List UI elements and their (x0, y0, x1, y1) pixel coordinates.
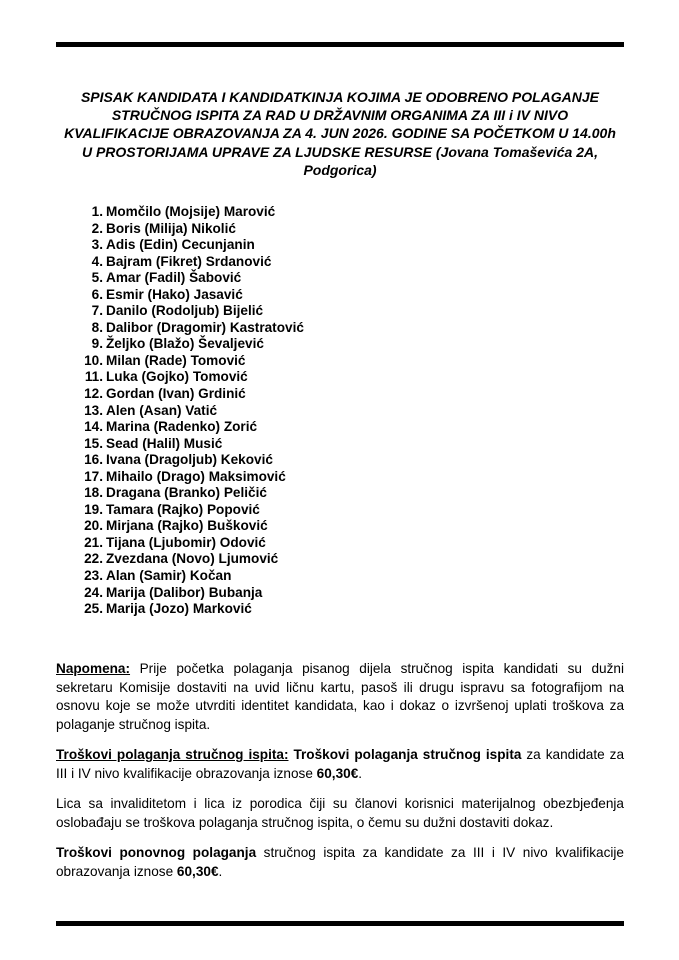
retake-label: Troškovi ponovnog polaganja (56, 845, 257, 860)
bottom-rule (56, 921, 624, 926)
candidate-name: Mihailo (Drago) Maksimović (106, 468, 286, 484)
top-rule (56, 42, 624, 47)
candidate-name: Sead (Halil) Musić (106, 435, 223, 451)
note-paragraph (56, 660, 624, 734)
candidate-item (78, 568, 304, 585)
candidate-number: 7. (91, 303, 103, 319)
candidate-item (78, 204, 304, 221)
candidate-name: Milan (Rade) Tomović (106, 352, 246, 368)
retake-text: stručnog ispita za kandidate za III i IV nivo kvalifikacije obrazovanja iznose (56, 845, 624, 879)
candidate-number: 4. (91, 253, 103, 269)
candidate-name: Dragana (Branko) Peličić (106, 485, 267, 501)
candidate-item (78, 485, 304, 502)
note-text: Prije početka polaganja pisanog dijela stručnog ispita kandidati su dužni sekretaru Komisije dostaviti na uvid ličnu kartu, pasoš ili drugu ispravu sa fotografijom na osnovu koje se može utvrditi identitet kandidata, kao i dokaz o izvršenoj uplati troškova za polaganje stručnog ispita. (56, 661, 624, 732)
candidate-name: Dalibor (Dragomir) Kastratović (106, 319, 304, 335)
costs-text: za kandidate za III i IV nivo kvalifikacije obrazovanja iznose (56, 747, 625, 781)
candidate-number: 22. (84, 551, 103, 567)
candidate-item (78, 270, 304, 287)
candidate-item (78, 303, 304, 320)
candidate-number: 8. (91, 319, 103, 335)
candidate-name: Marija (Jozo) Marković (106, 601, 252, 617)
candidate-item (78, 436, 304, 453)
candidate-number: 13. (84, 402, 103, 418)
candidate-item (78, 535, 304, 552)
candidate-name: Tijana (Ljubomir) Odović (106, 534, 266, 550)
candidate-name: Alan (Samir) Kočan (106, 568, 232, 584)
candidate-number: 23. (84, 568, 103, 584)
candidate-item (78, 353, 304, 370)
candidate-number: 3. (91, 237, 103, 253)
candidate-item (78, 551, 304, 568)
retake-paragraph (56, 844, 624, 881)
candidate-number: 6. (91, 286, 103, 302)
exempt-paragraph: Lica sa invaliditetom i lica iz porodica čiji su članovi korisnici materijalnog obezbjeđenja oslobađaju se troškova polaganja stručnog ispita, o čemu su dužni dostaviti dokaz. (56, 796, 624, 830)
candidate-item (78, 518, 304, 535)
candidate-number: 20. (84, 518, 103, 534)
candidate-item (78, 287, 304, 304)
costs-bold-lead: Troškovi polaganja stručnog ispita (288, 747, 522, 762)
candidate-item (78, 386, 304, 403)
note-label: Napomena: (56, 661, 131, 676)
candidate-item (78, 336, 304, 353)
candidate-item (78, 237, 304, 254)
candidate-name: Mirjana (Rajko) Bušković (106, 518, 268, 534)
candidate-name: Alen (Asan) Vatić (106, 402, 218, 418)
candidate-number: 11. (84, 369, 103, 385)
candidate-name: Boris (Milija) Nikolić (106, 220, 236, 236)
candidate-name: Esmir (Hako) Jasavić (106, 286, 243, 302)
retake-amount: 60,30€ (176, 863, 219, 879)
candidate-number: 9. (91, 336, 103, 352)
candidate-number: 18. (84, 485, 103, 501)
candidate-name: Luka (Gojko) Tomović (106, 369, 248, 385)
candidate-number: 21. (84, 534, 103, 550)
candidate-number: 14. (84, 419, 103, 435)
candidate-number: 5. (91, 270, 103, 286)
candidate-item (78, 601, 304, 618)
candidate-name: Željko (Blažo) Ševaljević (106, 336, 264, 352)
candidate-name: Momčilo (Mojsije) Marović (106, 204, 276, 219)
candidate-item (78, 469, 304, 486)
candidate-number: 1. (91, 204, 103, 219)
costs-amount: 60,30€ (316, 765, 359, 781)
candidate-item (78, 320, 304, 337)
candidate-name: Ivana (Dragoljub) Keković (106, 452, 273, 468)
candidate-item (78, 221, 304, 238)
candidate-item (78, 452, 304, 469)
costs-end: . (358, 765, 363, 781)
candidate-item (78, 502, 304, 519)
candidate-item (78, 403, 304, 420)
candidate-number: 19. (84, 501, 103, 517)
candidate-number: 12. (84, 386, 103, 402)
candidate-name: Amar (Fadil) Šabović (106, 270, 242, 286)
costs-label: Troškovi polaganja stručnog ispita: (56, 747, 289, 762)
candidate-name: Marija (Dalibor) Bubanja (106, 584, 263, 600)
candidate-number: 25. (84, 601, 103, 617)
candidate-number: 10. (84, 352, 103, 368)
candidate-name: Danilo (Rodoljub) Bijelić (106, 303, 264, 319)
candidate-list (78, 204, 304, 618)
candidate-number: 24. (84, 584, 103, 600)
candidate-number: 17. (84, 468, 103, 484)
candidate-name: Marina (Radenko) Zorić (106, 419, 258, 435)
document-title: SPISAK KANDIDATA I KANDIDATKINJA KOJIMA JE ODOBRENO POLAGANJE STRUČNOG ISPITA ZA RAD U DRŽAVNIM ORGANIMA ZA III i IV NIVO KVALIFIKACIJE OBRAZOVANJA ZA 4. JUN 2026. GODINE SA POČETKOM U 14.00h U PROSTORIJAMA UPRAVE ZA LJUDSKE RESURSE (Jovana Tomaševića 2A, Podgorica) (64, 89, 616, 178)
candidate-number: 2. (91, 220, 103, 236)
candidate-item (78, 254, 304, 271)
candidate-number: 16. (84, 452, 103, 468)
candidate-item (78, 369, 304, 386)
candidate-name: Tamara (Rajko) Popović (106, 501, 260, 517)
candidate-item (78, 585, 304, 602)
candidate-name: Zvezdana (Novo) Ljumović (106, 551, 279, 567)
candidate-name: Bajram (Fikret) Srdanović (106, 253, 272, 269)
candidate-name: Gordan (Ivan) Grdinić (106, 386, 246, 402)
candidate-number: 15. (84, 435, 103, 451)
costs-paragraph (56, 746, 624, 783)
notes-section (56, 660, 624, 893)
retake-end: . (218, 863, 223, 879)
candidate-name: Adis (Edin) Cecunjanin (106, 237, 255, 253)
candidate-item (78, 419, 304, 436)
